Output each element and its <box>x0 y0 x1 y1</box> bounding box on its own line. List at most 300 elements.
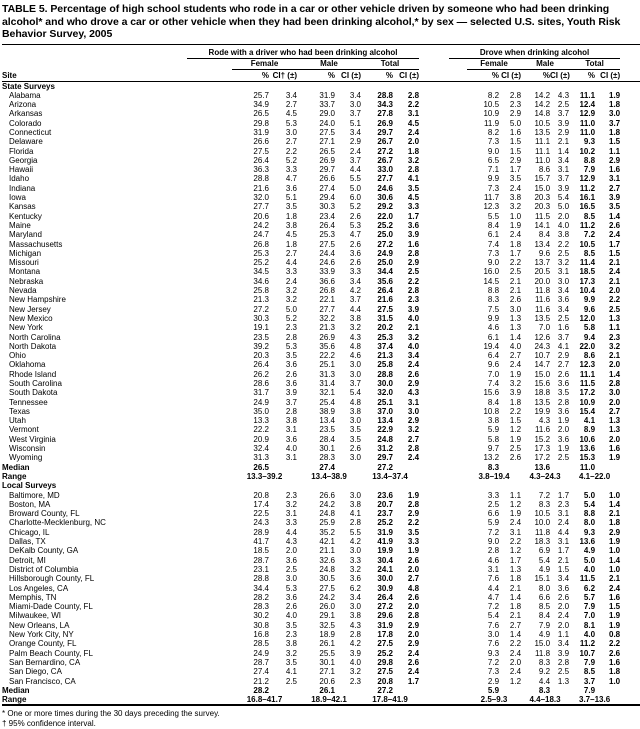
value-cell: 1.4 <box>609 555 621 565</box>
row-pad <box>620 500 640 509</box>
value-cell: 4.1 <box>285 667 297 677</box>
spacer <box>449 463 467 472</box>
value-cell: 4.4 <box>557 527 570 537</box>
column-gap <box>419 58 449 69</box>
value-cell: 8.5 <box>583 667 596 677</box>
row-pad <box>620 230 640 239</box>
value-cell: 14.7 <box>534 360 551 370</box>
value-cell: 1.5 <box>609 602 621 612</box>
value-cell: 2.8 <box>407 444 420 454</box>
group-header-rode: Rode with a driver who had been drinking alcohol <box>187 44 419 58</box>
value-cell: 3.1 <box>285 453 297 463</box>
value-cell: 30.3 <box>253 313 269 323</box>
value-cell: 28.3 <box>319 453 335 463</box>
value-cell: 25.2 <box>377 518 393 528</box>
value-cell: 1.6 <box>609 165 621 175</box>
spacer <box>449 277 467 286</box>
value-cell: 25.3 <box>319 230 335 240</box>
value-cell: 31.7 <box>253 388 269 398</box>
ci-empty <box>335 686 361 695</box>
value-cell: 25.3 <box>253 248 269 258</box>
value-cell: 2.7 <box>285 248 297 258</box>
value-cell: 3.5 <box>407 527 420 537</box>
value-cell: 21.1 <box>319 546 335 556</box>
value-cell: 8.0 <box>583 518 596 528</box>
value-cell: 2.4 <box>609 267 621 277</box>
table-row <box>2 593 640 602</box>
row-pad <box>620 509 640 518</box>
spacer <box>187 100 232 109</box>
spacer <box>449 295 467 304</box>
value-cell: 26.6 <box>319 490 335 500</box>
value-cell: 10.7 <box>579 648 596 658</box>
value-cell: 24.9 <box>377 248 393 258</box>
row-pad <box>620 425 640 434</box>
value-cell: 1.7 <box>557 546 570 556</box>
value-cell: 1.8 <box>285 211 297 221</box>
value-cell: 3.8 <box>487 416 500 426</box>
row-pad <box>620 611 640 620</box>
value-cell: 24.8 <box>319 509 335 519</box>
pct-header: % <box>232 69 269 81</box>
row-pad <box>620 165 640 174</box>
value-cell: 2.4 <box>407 127 420 137</box>
spacer <box>187 342 232 351</box>
row-pad <box>620 407 640 416</box>
value-cell: 1.9 <box>509 220 522 230</box>
value-cell: 3.9 <box>407 230 420 240</box>
value-cell: 3.1 <box>557 509 570 519</box>
value-cell: 2.4 <box>407 648 420 658</box>
value-cell: 10.5 <box>483 100 500 110</box>
value-cell: 32.0 <box>377 388 393 398</box>
value-cell: 5.2 <box>285 155 297 165</box>
value-cell: 3.0 <box>609 388 621 398</box>
value-cell: 7.1 <box>487 165 500 175</box>
value-cell: 2.7 <box>609 406 621 416</box>
value-cell: 1.1 <box>609 323 621 333</box>
value-cell: 3.3 <box>349 267 361 277</box>
site-cell: Maryland <box>9 230 42 240</box>
row-pad <box>620 630 640 639</box>
table-row <box>2 258 640 267</box>
value-cell: 7.9 <box>583 657 596 667</box>
footnote-asterisk: * One or more times during the 30 days preceding the survey. <box>2 709 220 719</box>
value-cell: 1.9 <box>407 546 420 556</box>
value-cell: 8.2 <box>487 90 500 100</box>
column-gap <box>419 267 449 276</box>
value-cell: 2.7 <box>609 183 621 193</box>
column-gap <box>419 305 449 314</box>
header-spacer <box>187 69 232 81</box>
value-cell: 3.6 <box>285 592 297 602</box>
site-cell: South Carolina <box>9 379 62 388</box>
value-cell: 1.3 <box>609 416 621 426</box>
spacer <box>449 267 467 276</box>
value-cell: 23.6 <box>377 490 393 500</box>
value-cell: 3.0 <box>349 416 361 426</box>
site-cell: Kentucky <box>9 211 42 221</box>
value-cell: 2.1 <box>509 276 522 286</box>
value-cell: 26.5 <box>319 146 335 156</box>
value-cell: 1.2 <box>509 499 522 509</box>
table-row <box>2 193 640 202</box>
site-cell: Dallas, TX <box>9 537 46 547</box>
value-cell: 2.9 <box>557 127 570 137</box>
value-cell: 4.5 <box>285 109 297 119</box>
value-cell: 28.8 <box>253 574 269 584</box>
value-cell: 17.3 <box>579 276 596 286</box>
spacer <box>449 128 467 137</box>
spacer <box>187 193 232 202</box>
value-cell: 11.1 <box>579 90 596 100</box>
table-row <box>2 658 640 667</box>
value-cell: 5.5 <box>349 527 361 537</box>
value-cell: 3.1 <box>407 109 420 119</box>
value-cell: 5.0 <box>583 490 596 500</box>
value-cell: 5.4 <box>538 555 551 565</box>
value-cell: 19.9 <box>377 546 393 556</box>
value-cell: 3.6 <box>285 360 297 370</box>
value-cell: 19.4 <box>483 341 500 351</box>
value-cell: 33.9 <box>319 267 335 277</box>
value-cell: 14.8 <box>534 109 551 119</box>
value-cell: 3.1 <box>285 425 297 435</box>
value-cell: 12.9 <box>579 109 596 119</box>
table-row <box>2 249 640 258</box>
value-cell: 4.2 <box>349 639 361 649</box>
value-cell: 2.9 <box>609 155 621 165</box>
value-cell: 1.9 <box>509 369 522 379</box>
column-gap <box>419 147 449 156</box>
spacer <box>449 360 467 369</box>
value-cell: 8.4 <box>538 230 551 240</box>
table-row <box>2 277 640 286</box>
value-cell: 10.5 <box>534 118 551 128</box>
value-cell: 3.8 <box>349 499 361 509</box>
value-cell: 26.4 <box>253 360 269 370</box>
value-cell: 28.8 <box>377 369 393 379</box>
value-cell: 2.7 <box>407 574 420 584</box>
value-cell: 2.6 <box>407 369 420 379</box>
value-cell: 13.4 <box>534 239 551 249</box>
table-row <box>2 156 640 165</box>
value-cell: 2.2 <box>609 639 621 649</box>
spacer <box>187 509 232 518</box>
row-pad <box>620 109 640 118</box>
value-cell: 17.2 <box>534 453 551 463</box>
value-cell: 9.9 <box>487 313 500 323</box>
value-cell: 16.0 <box>483 267 500 277</box>
value-cell: 41.7 <box>253 537 269 547</box>
value-cell: 1.5 <box>509 416 522 426</box>
value-cell: 30.1 <box>319 444 335 454</box>
value-cell: 10.9 <box>483 109 500 119</box>
value-cell: 23.4 <box>319 211 335 221</box>
value-cell: 2.3 <box>407 295 420 305</box>
value-cell: 34.3 <box>377 100 393 110</box>
ci-empty <box>393 686 419 695</box>
spacer <box>449 147 467 156</box>
value-cell: 1.5 <box>509 146 522 156</box>
spacer <box>187 602 232 611</box>
value-cell: 5.8 <box>583 323 596 333</box>
spacer <box>187 109 232 118</box>
value-cell: 5.1 <box>285 193 297 203</box>
table-row <box>2 667 640 676</box>
row-pad <box>620 323 640 332</box>
pct-header: % <box>521 69 550 81</box>
value-cell: 3.1 <box>557 165 570 175</box>
value-cell: 9.6 <box>487 360 500 370</box>
column-gap <box>419 695 449 705</box>
value-cell: 2.8 <box>407 90 420 100</box>
value-cell: 5.1 <box>349 118 361 128</box>
value-cell: 21.3 <box>319 323 335 333</box>
value-cell: 3.0 <box>349 100 361 110</box>
value-cell: 24.7 <box>253 230 269 240</box>
value-cell: 2.5 <box>609 304 621 314</box>
group-header-drove: Drove when drinking alcohol <box>449 44 620 58</box>
value-cell: 2.0 <box>609 434 621 444</box>
value-cell: 3.7 <box>349 379 361 388</box>
value-cell: 29.2 <box>377 202 393 212</box>
value-cell: 23.7 <box>377 509 393 519</box>
median-value: 27.2 <box>377 685 393 695</box>
value-cell: 4.3 <box>349 620 361 630</box>
value-cell: 3.1 <box>407 397 420 407</box>
value-cell: 23.5 <box>319 425 335 435</box>
value-cell: 24.8 <box>377 434 393 444</box>
value-cell: 31.2 <box>377 444 393 454</box>
value-cell: 32.2 <box>319 313 335 323</box>
column-gap <box>419 360 449 369</box>
value-cell: 10.5 <box>534 509 551 519</box>
site-cell: New Jersey <box>9 304 51 314</box>
value-cell: 19.1 <box>253 323 269 333</box>
value-cell: 27.7 <box>319 304 335 314</box>
spacer <box>187 649 232 658</box>
value-cell: 13.2 <box>483 453 500 463</box>
spacer <box>187 667 232 676</box>
row-pad <box>620 156 640 165</box>
site-cell: Chicago, IL <box>9 527 50 537</box>
value-cell: 2.3 <box>285 490 297 500</box>
column-gap <box>419 556 449 565</box>
site-column-header: Site <box>2 69 187 81</box>
row-pad <box>620 295 640 304</box>
value-cell: 11.0 <box>579 127 596 137</box>
table-row <box>2 407 640 416</box>
spacer <box>187 463 232 472</box>
value-cell: 1.9 <box>557 416 570 426</box>
column-gap <box>419 444 449 453</box>
value-cell: 9.3 <box>487 648 500 658</box>
value-cell: 16.5 <box>579 202 596 212</box>
value-cell: 3.8 <box>349 406 361 416</box>
value-cell: 3.6 <box>285 434 297 444</box>
range-row <box>2 472 640 481</box>
value-cell: 2.8 <box>407 248 420 258</box>
value-cell: 4.1 <box>583 416 596 426</box>
value-cell: 25.2 <box>253 258 269 268</box>
spacer <box>187 491 232 500</box>
spacer <box>449 593 467 602</box>
value-cell: 5.2 <box>285 313 297 323</box>
value-cell: 2.9 <box>407 620 420 630</box>
value-cell: 5.0 <box>349 183 361 193</box>
row-pad <box>620 537 640 546</box>
spacer <box>187 119 232 128</box>
value-cell: 1.0 <box>609 564 621 574</box>
value-cell: 4.4 <box>538 676 551 686</box>
value-cell: 3.8 <box>509 193 522 203</box>
table-row <box>2 267 640 276</box>
column-gap <box>419 333 449 342</box>
value-cell: 27.2 <box>377 239 393 249</box>
column-gap <box>419 351 449 360</box>
column-gap <box>419 240 449 249</box>
value-cell: 7.6 <box>487 639 500 649</box>
site-cell: Broward County, FL <box>9 509 80 519</box>
value-cell: 11.2 <box>579 220 596 230</box>
value-cell: 3.7 <box>557 332 570 342</box>
value-cell: 7.4 <box>487 379 500 388</box>
site-cell: San Bernardino, CA <box>9 657 81 667</box>
spacer <box>187 258 232 267</box>
value-cell: 1.0 <box>609 546 621 556</box>
column-gap <box>419 258 449 267</box>
value-cell: 11.2 <box>579 183 596 193</box>
value-cell: 26.9 <box>319 155 335 165</box>
value-cell: 16.8 <box>253 630 269 640</box>
column-gap <box>419 435 449 444</box>
value-cell: 3.0 <box>509 304 522 314</box>
value-cell: 3.6 <box>285 183 297 193</box>
value-cell: 2.0 <box>609 397 621 407</box>
value-cell: 4.3 <box>557 90 570 100</box>
row-pad <box>620 453 640 462</box>
value-cell: 19.9 <box>534 406 551 416</box>
range-value: 13.4–38.9 <box>311 471 347 481</box>
value-cell: 37.4 <box>377 341 393 351</box>
column-gap <box>419 193 449 202</box>
value-cell: 27.2 <box>377 146 393 156</box>
range-value: 17.8–41.9 <box>372 695 408 705</box>
value-cell: 2.2 <box>407 276 420 286</box>
value-cell: 1.5 <box>609 248 621 258</box>
table-row <box>2 630 640 639</box>
site-cell: Hawaii <box>9 165 34 175</box>
spacer <box>187 453 232 462</box>
column-gap <box>419 100 449 109</box>
value-cell: 21.2 <box>253 676 269 686</box>
column-gap <box>419 593 449 602</box>
value-cell: 20.6 <box>253 211 269 221</box>
value-cell: 2.4 <box>509 667 522 677</box>
table-row <box>2 528 640 537</box>
ci-empty <box>335 463 361 472</box>
value-cell: 27.7 <box>377 174 393 184</box>
spacer <box>187 212 232 221</box>
ci-empty <box>269 463 297 472</box>
value-cell: 2.5 <box>285 676 297 686</box>
value-cell: 10.9 <box>579 397 596 407</box>
value-cell: 8.1 <box>583 620 596 630</box>
value-cell: 8.2 <box>487 127 500 137</box>
site-cell: Nebraska <box>9 276 44 286</box>
value-cell: 3.1 <box>557 537 570 547</box>
value-cell: 21.6 <box>377 295 393 305</box>
value-cell: 3.4 <box>557 155 570 165</box>
value-cell: 29.4 <box>319 193 335 203</box>
value-cell: 3.2 <box>407 155 420 165</box>
value-cell: 11.0 <box>535 155 551 165</box>
value-cell: 6.6 <box>487 509 500 519</box>
value-cell: 3.7 <box>285 397 297 407</box>
value-cell: 7.0 <box>538 323 551 333</box>
value-cell: 3.6 <box>349 248 361 258</box>
value-cell: 20.3 <box>534 202 551 212</box>
value-cell: 2.9 <box>349 137 361 147</box>
site-cell: North Dakota <box>9 341 57 351</box>
spacer <box>449 156 467 165</box>
value-cell: 1.2 <box>509 546 522 556</box>
value-cell: 1.4 <box>609 499 621 509</box>
value-cell: 29.6 <box>377 611 393 621</box>
spacer <box>449 305 467 314</box>
pct-header: % <box>361 69 393 81</box>
value-cell: 17.8 <box>377 630 393 640</box>
value-cell: 24.9 <box>253 397 269 407</box>
value-cell: 3.4 <box>349 276 361 286</box>
spacer <box>449 546 467 555</box>
spacer <box>449 119 467 128</box>
value-cell: 2.6 <box>557 369 570 379</box>
value-cell: 4.0 <box>583 630 596 640</box>
value-cell: 2.1 <box>407 323 420 333</box>
value-cell: 3.2 <box>509 202 522 212</box>
column-gap <box>419 342 449 351</box>
median-value: 27.2 <box>377 462 393 472</box>
column-gap <box>419 500 449 509</box>
value-cell: 1.2 <box>509 676 522 686</box>
value-cell: 2.2 <box>609 295 621 305</box>
value-cell: 27.2 <box>253 304 269 314</box>
column-gap <box>419 44 449 58</box>
row-pad <box>620 574 640 583</box>
value-cell: 15.6 <box>534 379 551 388</box>
value-cell: 2.7 <box>407 434 420 444</box>
column-gap <box>419 565 449 574</box>
spacer <box>449 314 467 323</box>
spacer <box>449 537 467 546</box>
site-cell: Georgia <box>9 155 38 165</box>
value-cell: 2.6 <box>609 648 621 658</box>
value-cell: 7.0 <box>583 611 596 621</box>
value-cell: 3.3 <box>487 490 500 500</box>
row-pad <box>620 546 640 555</box>
value-cell: 27.1 <box>319 137 335 147</box>
value-cell: 31.5 <box>377 313 393 323</box>
value-cell: 30.5 <box>319 574 335 584</box>
value-cell: 28.6 <box>253 379 269 388</box>
column-gap <box>419 109 449 118</box>
value-cell: 7.6 <box>487 574 500 584</box>
spacer <box>187 435 232 444</box>
value-cell: 1.8 <box>285 239 297 249</box>
table-row <box>2 240 640 249</box>
